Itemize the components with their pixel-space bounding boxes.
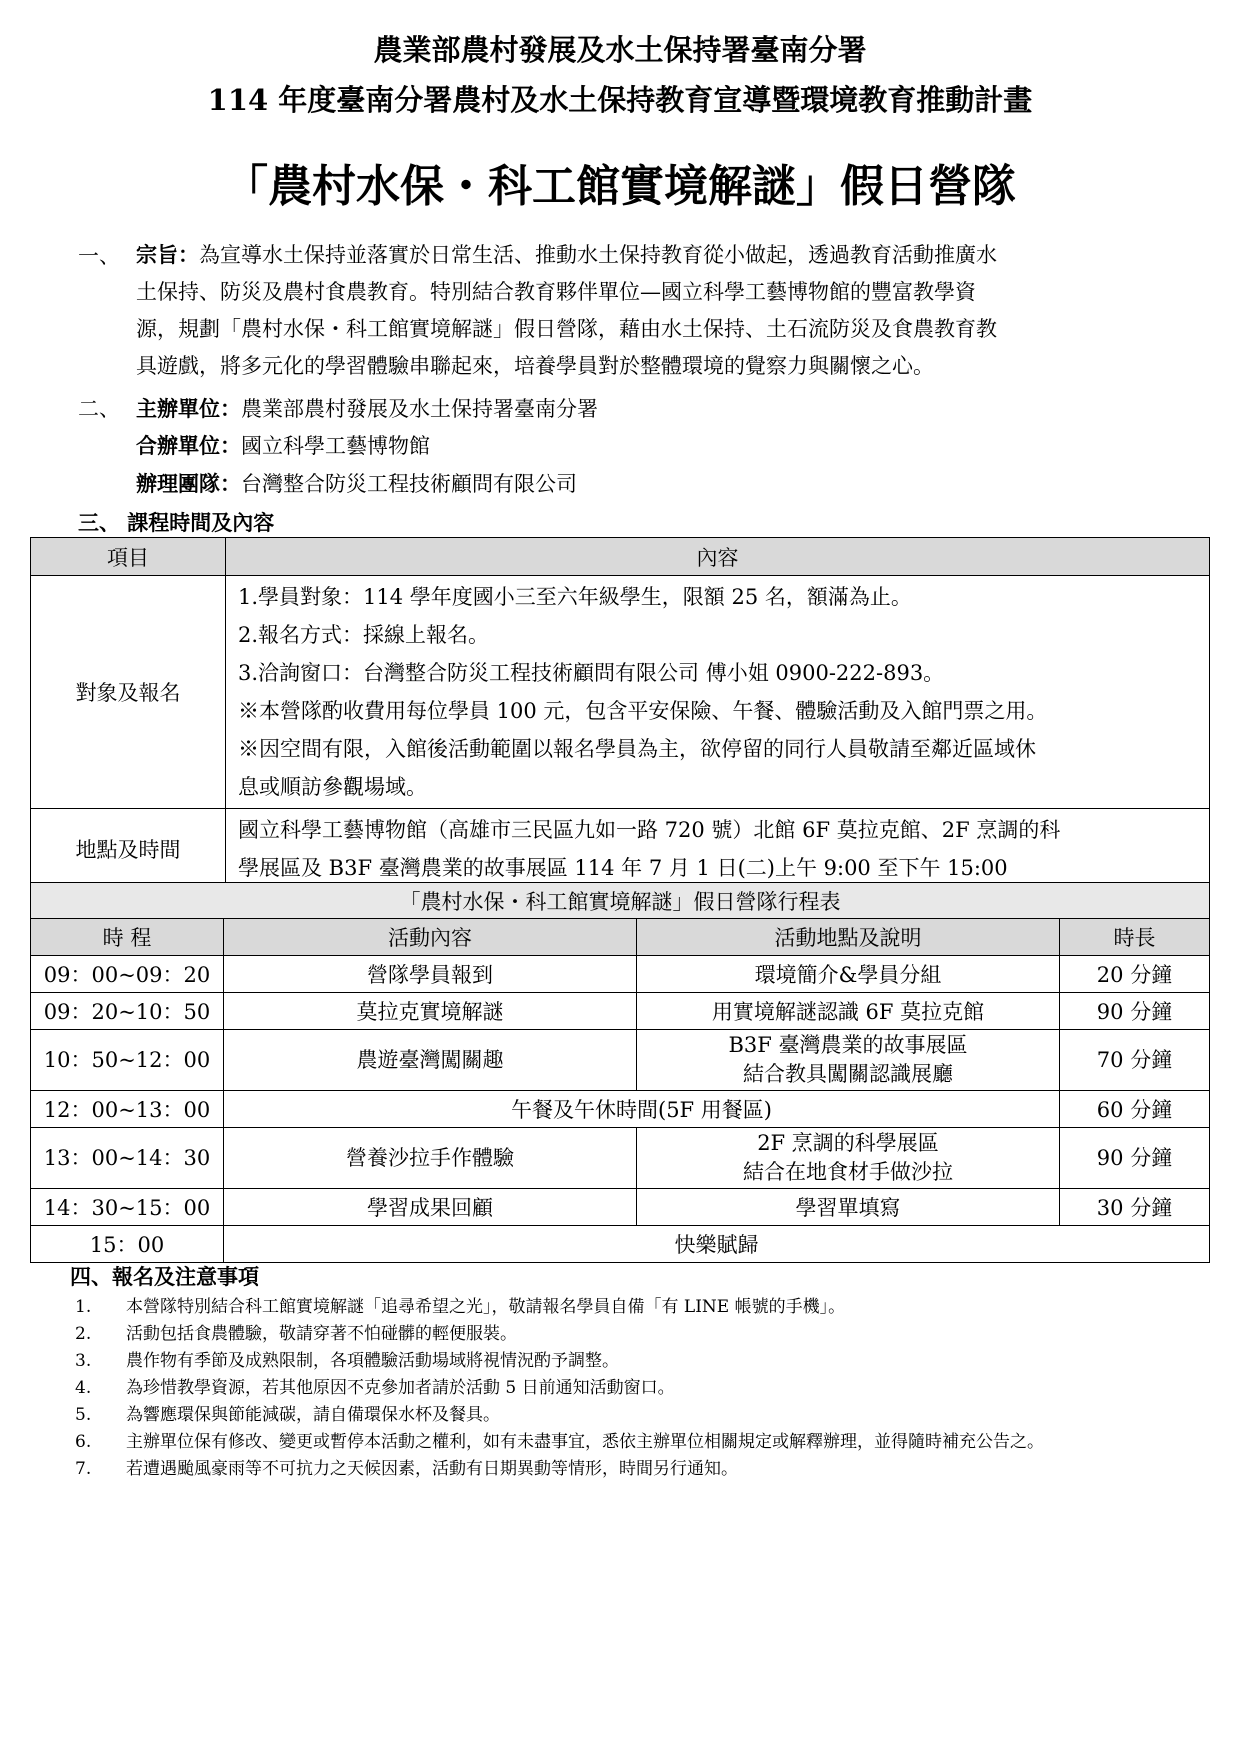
note-number: 4. — [75, 1378, 92, 1398]
section1-line: 具遊戲，將多元化的學習體驗串聯起來，培養學員對於整體環境的覺察力與關懷之心。 — [136, 354, 934, 378]
list-item — [70, 1294, 1190, 1321]
schedule-activity: 營養沙拉手作體驗 — [224, 1128, 637, 1189]
column-header-content: 內容 — [226, 538, 1210, 576]
schedule-table — [30, 882, 1210, 1263]
table-row — [31, 1226, 1210, 1263]
table-row — [31, 993, 1210, 1030]
schedule-place — [637, 1030, 1060, 1091]
note-number: 7. — [75, 1459, 92, 1479]
list-item — [70, 1429, 1190, 1456]
note-text: 活動包括食農體驗，敬請穿著不怕碰髒的輕便服裝。 — [126, 1324, 517, 1344]
note-number: 5. — [75, 1405, 92, 1425]
target-line: 1.學員對象：114 學年度國小三至六年級學生，限額 25 名，額滿為止。 — [238, 585, 912, 609]
schedule-activity: 午餐及午休時間(5F 用餐區) — [224, 1091, 1060, 1128]
table-row — [31, 809, 1210, 890]
schedule-duration: 90 分鐘 — [1060, 1128, 1210, 1189]
schedule-place-line: 結合在地食材手做沙拉 — [743, 1160, 953, 1184]
note-text: 農作物有季節及成熟限制，各項體驗活動場域將視情況酌予調整。 — [126, 1351, 619, 1371]
schedule-place-line: B3F 臺灣農業的故事展區 — [728, 1033, 968, 1057]
schedule-place-line: 結合教具闖關認識展廳 — [743, 1062, 953, 1086]
note-text: 本營隊特別結合科工館實境解謎「追尋希望之光」，敬請報名學員自備「有 LINE 帳號的手機」。 — [126, 1297, 846, 1317]
section1-line: 源，規劃「農村水保・科工館實境解謎」假日營隊，藉由水土保持、土石流防災及食農教育教 — [136, 317, 997, 341]
schedule-place — [637, 1128, 1060, 1189]
column-header-place: 活動地點及說明 — [637, 919, 1060, 956]
table-row — [31, 1189, 1210, 1226]
schedule-time: 10：50~12：00 — [31, 1030, 224, 1091]
schedule-activity: 營隊學員報到 — [224, 956, 637, 993]
place-line: 學展區及 B3F 臺灣農業的故事展區 114 年 7 月 1 日(二)上午 9:00 至下午 15:00 — [238, 856, 1008, 880]
schedule-duration: 90 分鐘 — [1060, 993, 1210, 1030]
schedule-activity: 莫拉克實境解謎 — [224, 993, 637, 1030]
list-item — [70, 1456, 1190, 1483]
schedule-time: 14：30~15：00 — [31, 1189, 224, 1226]
schedule-activity: 快樂賦歸 — [224, 1226, 1210, 1263]
target-line: 息或順訪參觀場域。 — [238, 775, 427, 799]
schedule-time: 12：00~13：00 — [31, 1091, 224, 1128]
schedule-place-line: 2F 烹調的科學展區 — [757, 1131, 939, 1155]
schedule-duration: 20 分鐘 — [1060, 956, 1210, 993]
target-line: ※本營隊酌收費用每位學員 100 元，包含平安保險、午餐、體驗活動及入館門票之用。 — [238, 699, 1048, 723]
course-info-table — [30, 537, 1210, 890]
target-content — [226, 576, 1210, 809]
organization-title: 農業部農村發展及水土保持署臺南分署 — [373, 33, 867, 67]
section1-text: 為宣導水土保持並落實於日常生活、推動水土保持教育從小做起，透過教育活動推廣水 — [199, 243, 997, 267]
note-number: 1. — [75, 1297, 92, 1317]
place-line: 國立科學工藝博物館（高雄市三民區九如一路 720 號）北館 6F 莫拉克館、2F 烹調的科 — [238, 818, 1061, 842]
target-line: 2.報名方式：採線上報名。 — [238, 623, 490, 647]
camp-title: 「農村水保・科工館實境解謎」假日營隊 — [224, 161, 1016, 212]
section1-first-line — [136, 236, 1156, 274]
table-row — [31, 1128, 1210, 1189]
section2-number: 二、 — [78, 397, 120, 421]
note-number: 2. — [75, 1324, 92, 1344]
table-row — [31, 956, 1210, 993]
schedule-duration: 70 分鐘 — [1060, 1030, 1210, 1091]
list-item — [70, 1375, 1190, 1402]
co-host-label: 合辦單位： — [136, 433, 241, 458]
list-item — [70, 1348, 1190, 1375]
column-header-activity: 活動內容 — [224, 919, 637, 956]
schedule-time: 09：20~10：50 — [31, 993, 224, 1030]
schedule-time: 15：00 — [31, 1226, 224, 1263]
team-label: 辦理團隊： — [136, 471, 241, 496]
list-item — [70, 1321, 1190, 1348]
schedule-caption: 「農村水保・科工館實境解謎」假日營隊行程表 — [31, 883, 1210, 919]
note-number: 3. — [75, 1351, 92, 1371]
co-host-line — [136, 430, 430, 460]
column-header-item: 項目 — [31, 538, 226, 576]
schedule-time: 13：00~14：30 — [31, 1128, 224, 1189]
schedule-activity: 農遊臺灣闖關趣 — [224, 1030, 637, 1091]
section1-label: 宗旨： — [136, 242, 199, 267]
schedule-place: 學習單填寫 — [637, 1189, 1060, 1226]
host-line — [136, 393, 598, 423]
section1-line: 土保持、防災及農村食農教育。特別結合教育夥伴單位—國立科學工藝博物館的豐富教學資 — [136, 280, 976, 304]
schedule-duration: 30 分鐘 — [1060, 1189, 1210, 1226]
section4-title: 四、報名及注意事項 — [70, 1264, 259, 1289]
schedule-activity: 學習成果回顧 — [224, 1189, 637, 1226]
note-number: 6. — [75, 1432, 92, 1452]
schedule-place: 環境簡介&學員分組 — [637, 956, 1060, 993]
column-header-duration: 時長 — [1060, 919, 1210, 956]
place-label: 地點及時間 — [31, 809, 226, 890]
place-content — [226, 809, 1210, 890]
note-text: 若遭遇颱風豪雨等不可抗力之天候因素，活動有日期異動等情形，時間另行通知。 — [126, 1459, 738, 1479]
note-text: 為珍惜教學資源，若其他原因不克參加者請於活動 5 日前通知活動窗口。 — [126, 1378, 675, 1398]
notes-list — [70, 1294, 1190, 1483]
schedule-place: 用實境解謎認識 6F 莫拉克館 — [637, 993, 1060, 1030]
plan-title: 114 年度臺南分署農村及水土保持教育宣導暨環境教育推動計畫 — [207, 83, 1033, 117]
list-item — [70, 1402, 1190, 1429]
target-line: ※因空間有限，入館後活動範圍以報名學員為主，欲停留的同行人員敬請至鄰近區域休 — [238, 737, 1036, 761]
table-row — [31, 1030, 1210, 1091]
target-line: 3.洽詢窗口：台灣整合防災工程技術顧問有限公司 傅小姐 0900-222-893。 — [238, 661, 945, 685]
team-value: 台灣整合防災工程技術顧問有限公司 — [241, 472, 577, 496]
column-header-time: 時 程 — [31, 919, 224, 956]
section1-purpose — [136, 236, 1156, 385]
table-row — [31, 1091, 1210, 1128]
co-host-value: 國立科學工藝博物館 — [241, 434, 430, 458]
team-line — [136, 468, 577, 498]
section1-number: 一、 — [78, 244, 120, 268]
host-value: 農業部農村發展及水土保持署臺南分署 — [241, 397, 598, 421]
table-row — [31, 576, 1210, 809]
schedule-duration: 60 分鐘 — [1060, 1091, 1210, 1128]
note-text: 主辦單位保有修改、變更或暫停本活動之權利，如有未盡事宜，悉依主辦單位相關規定或解釋辦理，並得隨時補充公告之。 — [126, 1432, 1044, 1452]
host-label: 主辦單位： — [136, 396, 241, 421]
target-label: 對象及報名 — [31, 576, 226, 809]
schedule-time: 09：00~09：20 — [31, 956, 224, 993]
section3-title: 三、 課程時間及內容 — [78, 510, 275, 535]
note-text: 為響應環保與節能減碳，請自備環保水杯及餐具。 — [126, 1405, 500, 1425]
